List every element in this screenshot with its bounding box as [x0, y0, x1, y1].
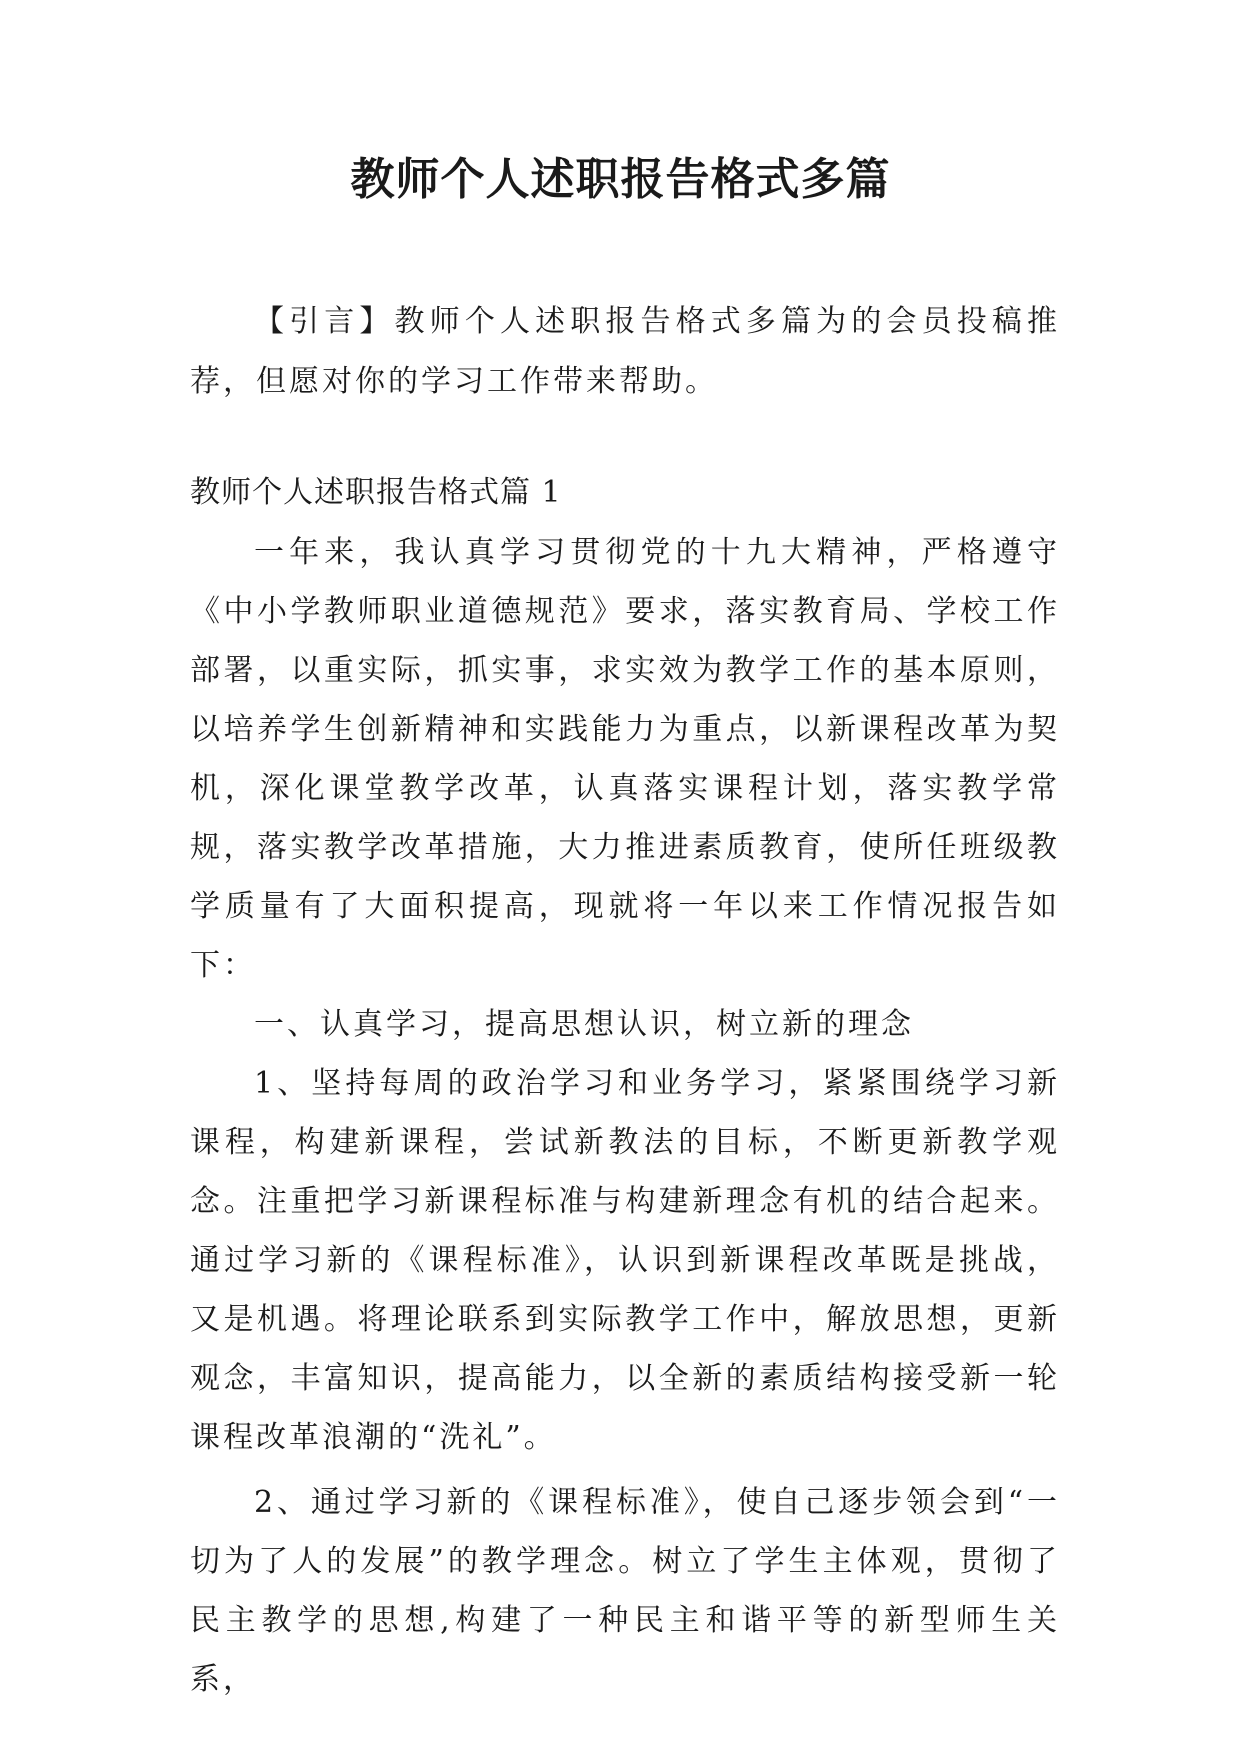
- body-paragraph: 2、通过学习新的《课程标准》，使自己逐步领会到“一切为了人的发展”的教学理念。树立了学生主体观，贯彻了民主教学的思想,构建了一种民主和谐平等的新型师生关系，: [190, 1485, 1060, 1697]
- document-title: 教师个人述职报告格式多篇: [350, 154, 891, 205]
- section-heading: 教师个人述职报告格式篇 1: [190, 475, 562, 510]
- intro-paragraph: 【引言】教师个人述职报告格式多篇为的会员投稿推荐，但愿对你的学习工作带来帮助。: [190, 304, 1060, 399]
- document-body: [190, 523, 1060, 1709]
- body-paragraph: 一年来，我认真学习贯彻党的十九大精神，严格遵守《中小学教师职业道德规范》要求，落实教育局、学校工作部署，以重实际，抓实事，求实效为教学工作的基本原则，以培养学生创新精神和实践能力为重点，以新课程改革为契机，深化课堂教学改革，认真落实课程计划，落实教学常规，落实教学改革措施，大力推进素质教育，使所任班级教学质量有了大面积提高，现就将一年以来工作情况报告如下：: [190, 535, 1060, 983]
- body-paragraph: 1、坚持每周的政治学习和业务学习，紧紧围绕学习新课程，构建新课程，尝试新教法的目标，不断更新教学观念。注重把学习新课程标准与构建新理念有机的结合起来。通过学习新的《课程标准》，认识到新课程改革既是挑战，又是机遇。将理论联系到实际教学工作中，解放思想，更新观念，丰富知识，提高能力，以全新的素质结构接受新一轮课程改革浪潮的“洗礼”。: [190, 1066, 1060, 1455]
- subheading-paragraph: 一、认真学习，提高思想认识，树立新的理念: [254, 1007, 914, 1042]
